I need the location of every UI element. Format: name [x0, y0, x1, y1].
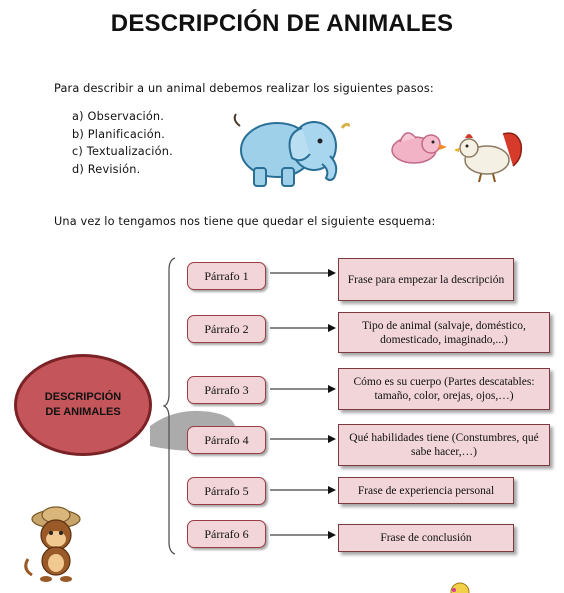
- partial-illustration: [440, 582, 480, 593]
- scheme-intro-text: Una vez lo tengamos nos tiene que quedar el siguiente esquema:: [54, 215, 436, 228]
- monkey-illustration: [22, 505, 88, 583]
- intro-text: Para describir a un animal debemos realizar los siguientes pasos:: [54, 82, 434, 95]
- paragraph-6-description: Frase de conclusión: [338, 524, 514, 552]
- paragraph-6-box: Párrafo 6: [187, 520, 266, 548]
- paragraph-2-description: Tipo de animal (salvaje, doméstico, domesticado, imaginado,...): [338, 312, 550, 353]
- step-item: c) Textualización.: [72, 145, 173, 158]
- center-label-line: DE ANIMALES: [45, 406, 121, 418]
- paragraph-5-description: Frase de experiencia personal: [338, 477, 514, 504]
- paragraph-4-box: Párrafo 4: [187, 426, 266, 454]
- paragraph-4-description: Qué habilidades tiene (Constumbres, qué sabe hacer,…): [338, 424, 550, 466]
- paragraph-1-description: Frase para empezar la descripción: [338, 258, 514, 301]
- step-item: b) Planificación.: [72, 127, 166, 141]
- paragraph-3-description: Cómo es su cuerpo (Partes descatables: tamaño, color, orejas, ojos,…): [338, 368, 550, 410]
- paragraph-1-box: Párrafo 1: [187, 262, 266, 290]
- step-item: d) Revisión.: [72, 162, 141, 176]
- paragraph-5-box: Párrafo 5: [187, 477, 266, 505]
- center-label-line: DESCRIPCIÓN: [44, 391, 122, 403]
- step-item: a) Observación.: [72, 110, 165, 123]
- paragraph-2-box: Párrafo 2: [187, 315, 266, 343]
- page-title: DESCRIPCIÓN DE ANIMALES: [110, 10, 454, 37]
- paragraph-3-box: Párrafo 3: [187, 376, 266, 404]
